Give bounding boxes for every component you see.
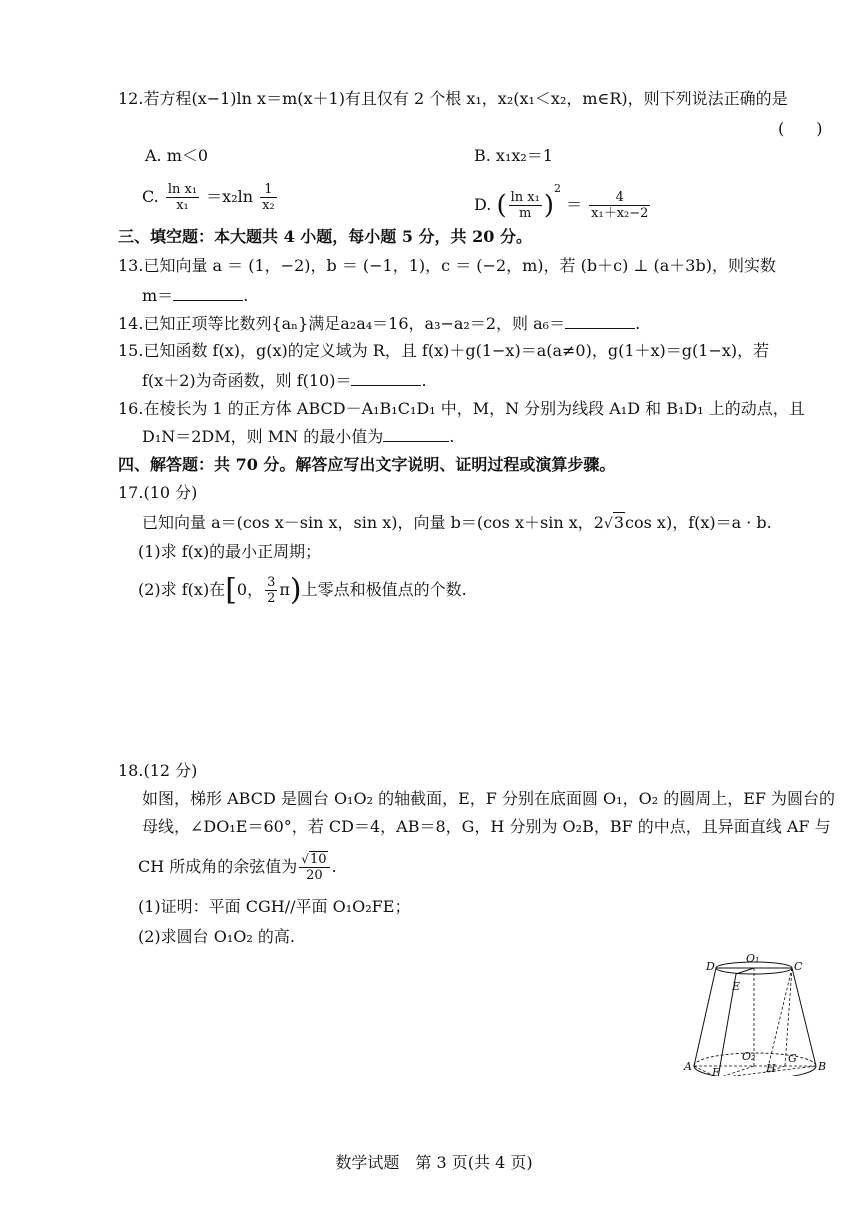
- q12-option-c-num: ln x₁: [167, 182, 198, 197]
- q12-option-d-fraction-1: [509, 190, 542, 221]
- q18-cos-fraction: $\frac{√10}{20}$: [299, 852, 329, 883]
- label-O1: O₁: [746, 952, 760, 965]
- q15-period: .: [421, 371, 427, 390]
- q12-option-c-fraction-2: [260, 182, 277, 213]
- q12-option-d-num: ln x₁: [510, 190, 540, 205]
- label-G: G: [788, 1052, 797, 1065]
- q13-period: .: [243, 286, 249, 305]
- label-F: F: [712, 1066, 720, 1076]
- q18-line-1: 如图，梯形 ABCD 是圆台 O₁O₂ 的轴截面，E，F 分别在底面圆 O₁，O₂ 的圆周上，EF 为圆台的: [142, 789, 836, 808]
- q13-answer-blank: [173, 286, 243, 301]
- q13-line-2: [142, 285, 248, 307]
- q18-line-3-pre: CH 所成角的余弦值为: [138, 857, 298, 876]
- label-E: E: [732, 980, 741, 993]
- q17-part-2: (2)求 f(x)在[0， $\frac{3}{2}$ π)上零点和极值点的个数.: [138, 572, 467, 608]
- label-D: D: [706, 960, 715, 973]
- q12-option-c-num2: 1: [260, 182, 277, 198]
- q12-option-d-fraction-2: [589, 190, 650, 221]
- q17-fraction-den: 2: [267, 591, 276, 606]
- q14: [118, 313, 640, 335]
- q18-part-2: (2)求圆台 O₁O₂ 的高.: [138, 927, 295, 946]
- q12-option-d-prefix: D.: [474, 195, 492, 214]
- q18-line-3: [138, 852, 337, 883]
- q12-stem: 12.若方程(x−1)ln x＝m(x＋1)有且仅有 2 个根 x₁，x₂(x₁＜x₂，m∈R)，则下列说法正确的是: [118, 89, 788, 108]
- q12-option-d-power: 2: [553, 182, 561, 195]
- q12-option-d-den2: x₁＋x₂−2: [591, 206, 649, 221]
- q15-line-1: 15.已知函数 f(x)，g(x)的定义域为 R，且 f(x)＋g(1−x)＝a(a≠0)，g(1＋x)＝g(1−x)，若: [118, 341, 770, 360]
- section-4-heading: 四、解答题：共 70 分。解答应写出文字说明、证明过程或演算步骤。: [118, 455, 616, 474]
- q17-part-2-post: 上零点和极值点的个数.: [301, 580, 467, 599]
- q17-stem-post: cos x)，f(x)＝a · b.: [625, 513, 772, 532]
- q18-fraction-num: 10: [309, 852, 327, 867]
- q12-option-c: [142, 182, 279, 213]
- q12-option-c-mid: ＝x₂ln: [206, 187, 254, 206]
- frustum-figure: [680, 948, 830, 1076]
- q18-line-2: 母线，∠DO₁E＝60°，若 CD＝4，AB＝8，G，H 分别为 O₂B，BF 的中点，且异面直线 AF 与: [142, 817, 831, 836]
- q18-fraction-den: 20: [306, 868, 323, 883]
- q17-part-2-pre: (2)求 f(x)在: [138, 580, 226, 599]
- q12-option-c-fraction-1: [166, 182, 199, 213]
- q17-interval-fraction: [265, 575, 277, 606]
- q17-interval-start: 0，: [236, 580, 264, 599]
- q13-m-label: m＝: [142, 286, 174, 305]
- q18-part-1: (1)证明：平面 CGH//平面 O₁O₂FE；: [138, 897, 411, 916]
- q12-option-c-prefix: C.: [142, 187, 159, 206]
- q12-option-c-den2: x₂: [262, 198, 275, 213]
- q18-line-3-post: .: [331, 857, 337, 876]
- segment-O1E: [736, 968, 754, 974]
- q14-stem: 14.已知正项等比数列{aₙ}满足a₂a₄＝16，a₃−a₂＝2，则 a₆＝: [118, 314, 566, 333]
- q17-pi: π: [279, 580, 290, 599]
- q18-heading: 18.(12 分): [118, 761, 198, 780]
- q14-period: .: [635, 314, 641, 333]
- q15-line-2: [142, 370, 427, 392]
- q15-stem-2: f(x＋2)为奇函数，则 f(10)＝: [142, 371, 352, 390]
- label-O2: O₂: [742, 1050, 756, 1063]
- q12-option-d: D. ( $\frac{\text{ln x₁}}{m}$ )$^2$ ＝ $\frac{4}{\text{x₁＋x₂−2}}$: [474, 182, 649, 221]
- q17-fraction-num: 3: [267, 575, 276, 590]
- q13-line-1: 13.已知向量 a ＝ (1，−2)，b ＝ (−1，1)，c ＝ (−2，m)，若 (b＋c) ⊥ (a＋3b)，则实数: [118, 256, 776, 275]
- section-3-heading: 三、填空题：本大题共 4 小题，每小题 5 分，共 20 分。: [118, 227, 532, 246]
- q16-stem-2: D₁N＝2DM，则 MN 的最小值为: [142, 427, 384, 446]
- q17-heading: 17.(10 分): [118, 483, 198, 502]
- page-footer: 数学试题 第 3 页(共 4 页): [335, 1153, 533, 1172]
- q14-answer-blank: [565, 314, 635, 329]
- q16-period: .: [449, 427, 455, 446]
- q16-line-1: 16.在棱长为 1 的正方体 ABCD－A₁B₁C₁D₁ 中，M，N 分别为线段 A₁D 和 B₁D₁ 上的动点，且: [118, 399, 805, 418]
- label-C: C: [794, 960, 803, 973]
- side-AD: [694, 968, 716, 1066]
- q12-option-a: A. m＜0: [145, 146, 209, 165]
- q15-answer-blank: [351, 371, 421, 386]
- q17-stem-sqrt: 3: [613, 513, 625, 532]
- q17-stem-pre: 已知向量 a＝(cos x－sin x，sin x)，向量 b＝(cos x＋sin x，2: [142, 513, 604, 532]
- q16-answer-blank: [383, 427, 449, 442]
- q12-option-d-den: m: [519, 206, 532, 221]
- q12-option-d-eq: ＝: [566, 195, 583, 214]
- label-B: B: [818, 1060, 827, 1073]
- q16-line-2: [142, 426, 454, 448]
- label-A: A: [684, 1060, 692, 1073]
- label-H: H: [766, 1062, 776, 1075]
- q12-option-b: B. x₁x₂＝1: [474, 146, 553, 165]
- q17-part-1: (1)求 f(x)的最小正周期；: [138, 542, 322, 561]
- q17-stem: 已知向量 a＝(cos x－sin x，sin x)，向量 b＝(cos x＋sin x，2√3cos x)，f(x)＝a · b.: [142, 513, 772, 532]
- q12-option-d-num2: 4: [589, 190, 650, 206]
- q12-option-c-den: x₁: [176, 198, 189, 213]
- q12-answer-paren: ( ): [778, 119, 823, 138]
